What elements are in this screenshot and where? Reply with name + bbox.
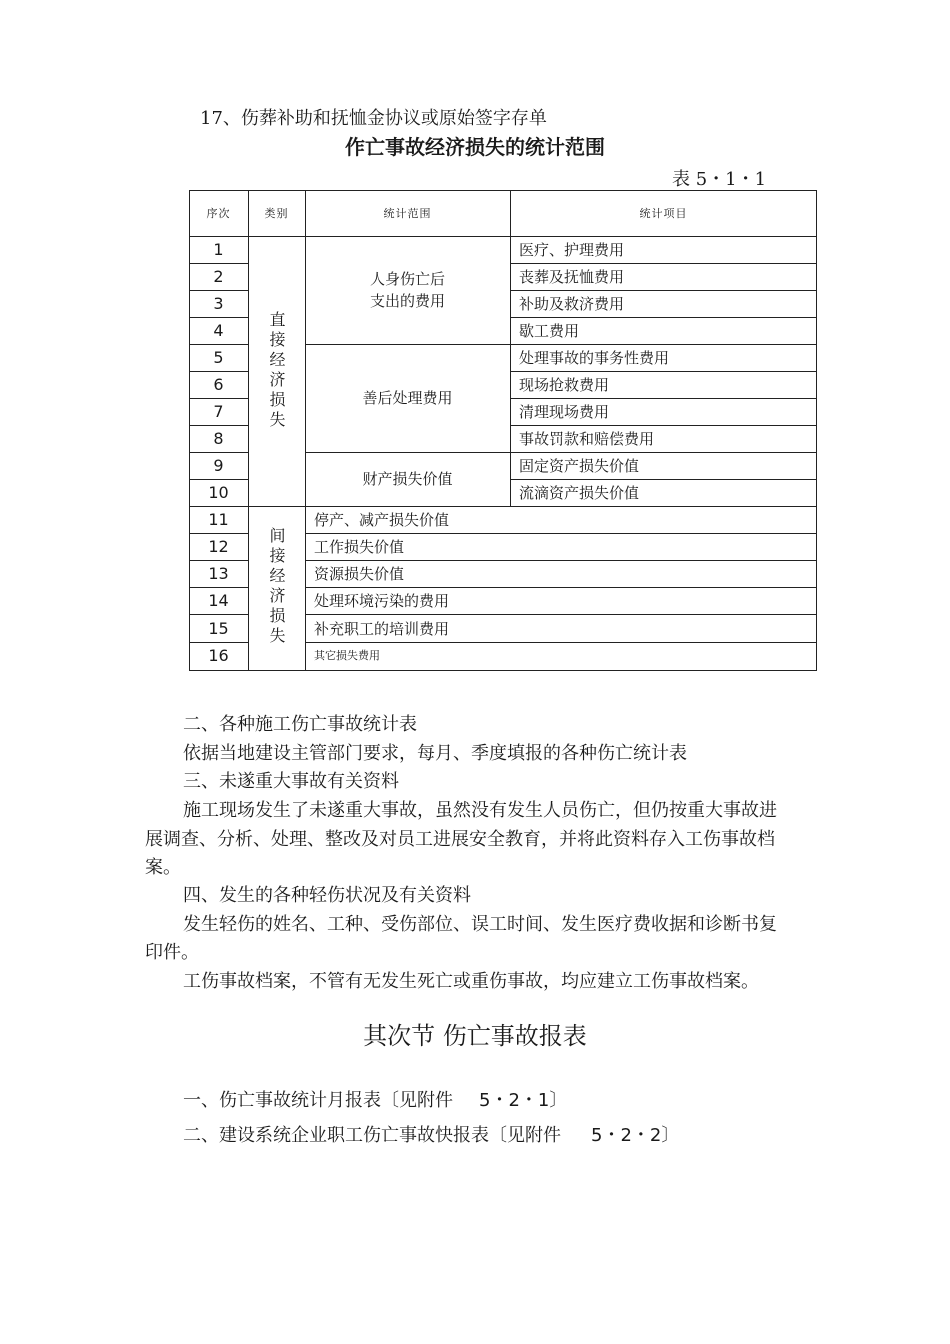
loss-statistics-table [189, 190, 817, 671]
report-list-item-1 [183, 1086, 567, 1112]
item-cell: 医疗、护理费用 [519, 241, 625, 259]
paragraph-heading-2: 二、各种施工伤亡事故统计表 [183, 714, 417, 735]
paragraph-line: 案。 [145, 857, 181, 878]
table-header-cell: 统计范围 [383, 207, 432, 220]
category-direct: 直接经济损失 [267, 311, 286, 431]
paragraph: 工伤事故档案，不管有无发生死亡或重伤事故，均应建立工伤事故档案。 [183, 971, 759, 992]
paragraph-line: 展调查、分析、处理、整改及对员工进展安全教育，并将此资料存入工伤事故档 [145, 829, 775, 850]
row-number: 8 [213, 429, 224, 448]
report-list-item-ref: 5・2・2〕 [591, 1125, 680, 1146]
item-cell: 补助及救济费用 [519, 295, 625, 313]
category-indirect: 间接经济损失 [267, 527, 286, 647]
item-cell: 资源损失价值 [314, 565, 405, 583]
list-item-17: 17、伤葬补助和抚恤金协议或原始签字存单 [200, 108, 547, 129]
range-cell: 人身伤亡后 支出的费用 [369, 269, 445, 310]
paragraph-line: 发生轻伤的姓名、工种、受伤部位、误工时间、发生医疗费收据和诊断书复 [183, 914, 777, 935]
item-cell: 停产、减产损失价值 [314, 511, 450, 529]
row-number: 15 [208, 618, 229, 638]
item-cell: 流滴资产损失价值 [519, 484, 640, 502]
item-cell: 处理环境污染的费用 [314, 592, 450, 610]
row-number: 7 [213, 402, 224, 421]
table-number: 表 5・1・1 [672, 169, 767, 190]
row-number: 5 [213, 348, 224, 367]
item-cell: 清理现场费用 [519, 403, 610, 421]
table-header-cell: 统计项目 [639, 207, 688, 220]
report-list-item-ref: 5・2・1〕 [479, 1090, 568, 1111]
table-header-cell: 类别 [264, 207, 289, 220]
item-cell: 现场抢救费用 [519, 376, 610, 394]
row-number: 6 [213, 375, 224, 394]
item-cell: 固定资产损失价值 [519, 457, 640, 475]
row-number: 4 [213, 321, 224, 340]
paragraph-heading-4: 四、发生的各种轻伤状况及有关资料 [183, 885, 471, 906]
table-header-cell: 序次 [206, 207, 231, 220]
row-number: 9 [213, 456, 224, 475]
range-cell: 财产损失价值 [362, 469, 453, 488]
paragraph-heading-3: 三、未遂重大事故有关资料 [183, 771, 399, 792]
row-number: 13 [208, 564, 229, 583]
row-number: 14 [208, 591, 229, 610]
row-number: 16 [208, 645, 229, 665]
report-list-item-text: 一、伤亡事故统计月报表〔见附件 [183, 1090, 453, 1111]
row-number: 10 [208, 483, 229, 502]
item-cell: 歇工费用 [519, 322, 580, 340]
row-number: 3 [213, 294, 224, 313]
paragraph: 依据当地建设主管部门要求，每月、季度填报的各种伤亡统计表 [183, 743, 687, 764]
table-rule [189, 670, 817, 671]
section-title: 其次节 伤亡事故报表 [363, 1022, 587, 1050]
table-title: 作亡事故经济损失的统计范围 [345, 135, 605, 159]
paragraph-line: 施工现场发生了未遂重大事故，虽然没有发生人员伤亡，但仍按重大事故进 [183, 800, 777, 821]
item-cell: 丧葬及抚恤费用 [519, 268, 625, 286]
paragraph-line: 印件。 [145, 942, 199, 963]
row-number: 2 [213, 267, 224, 286]
row-number: 12 [208, 537, 229, 556]
item-cell: 处理事故的事务性费用 [519, 349, 670, 367]
item-cell: 其它损失费用 [314, 649, 380, 662]
row-number: 11 [208, 510, 229, 529]
report-list-item-2 [183, 1121, 679, 1147]
item-cell: 补充职工的培训费用 [314, 619, 450, 638]
report-list-item-text: 二、建设系统企业职工伤亡事故快报表〔见附件 [183, 1125, 561, 1146]
item-cell: 事故罚款和赔偿费用 [519, 430, 655, 448]
item-cell: 工作损失价值 [314, 538, 405, 556]
row-number: 1 [213, 240, 224, 259]
range-cell: 善后处理费用 [362, 388, 453, 407]
